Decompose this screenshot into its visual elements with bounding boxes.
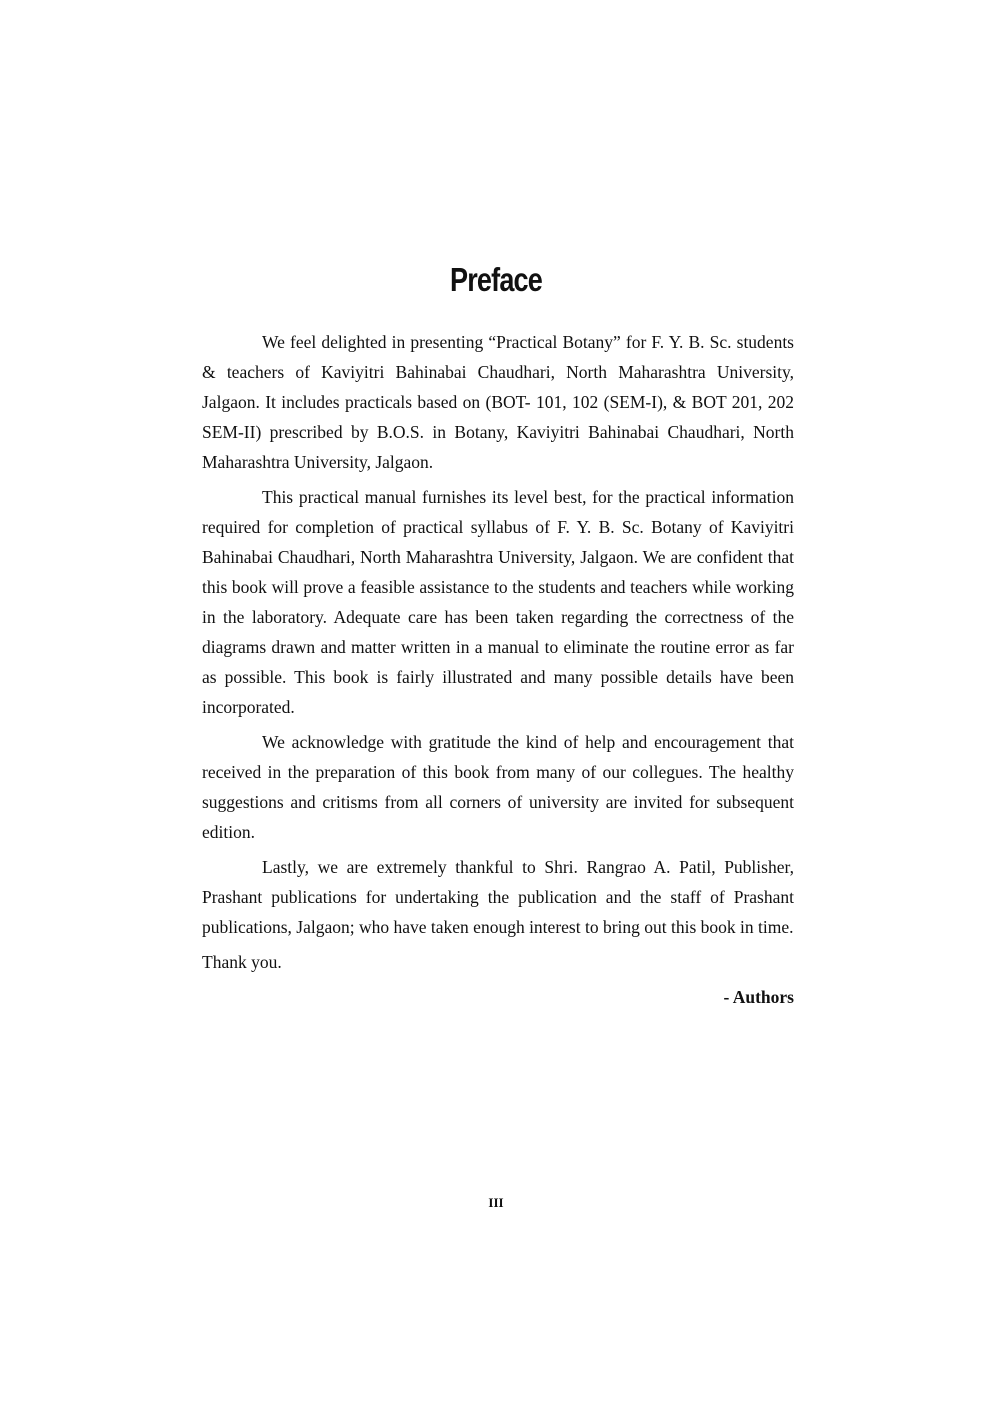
signature: - Authors bbox=[723, 987, 794, 1007]
page-number: III bbox=[488, 1195, 504, 1210]
preface-paragraph-4: Lastly, we are extremely thankful to Shri. Rangrao A. Patil, Publisher, Prashant publications for undertaking the publication and the staff of Prashant publications, Jalgaon; who have taken enough interest to bring out this book in time. bbox=[202, 857, 794, 937]
page-title: Preface bbox=[449, 261, 543, 298]
closing-line: Thank you. bbox=[202, 952, 282, 972]
preface-paragraph-2: This practical manual furnishes its level best, for the practical information required for completion of practical syllabus of F. Y. B. Sc. Botany of Kaviyitri Bahinabai Chaudhari, North Maharashtra University, Jalgaon. We are confident that this book will prove a feasible assistance to the students and teachers while working in the laboratory. Adequate care has been taken regarding the correctness of the diagrams drawn and matter written in a manual to eliminate the routine error as far as possible. This book is fairly illustrated and many possible details have been incorporated. bbox=[202, 487, 794, 717]
preface-paragraph-1: We feel delighted in presenting “Practical Botany” for F. Y. B. Sc. students & teachers of Kaviyitri Bahinabai Chaudhari, North Maharashtra University, Jalgaon. It includes practicals based on (BOT- 101, 102 (SEM-I), & BOT 201, 202 SEM-II) prescribed by B.O.S. in Botany, Kaviyitri Bahinabai Chaudhari, North Maharashtra University, Jalgaon. bbox=[202, 332, 794, 472]
preface-body bbox=[202, 327, 794, 1012]
preface-paragraph-3: We acknowledge with gratitude the kind of help and encouragement that received in the preparation of this book from many of our collegues. The healthy suggestions and critisms from all corners of university are invited for subsequent edition. bbox=[202, 732, 794, 842]
